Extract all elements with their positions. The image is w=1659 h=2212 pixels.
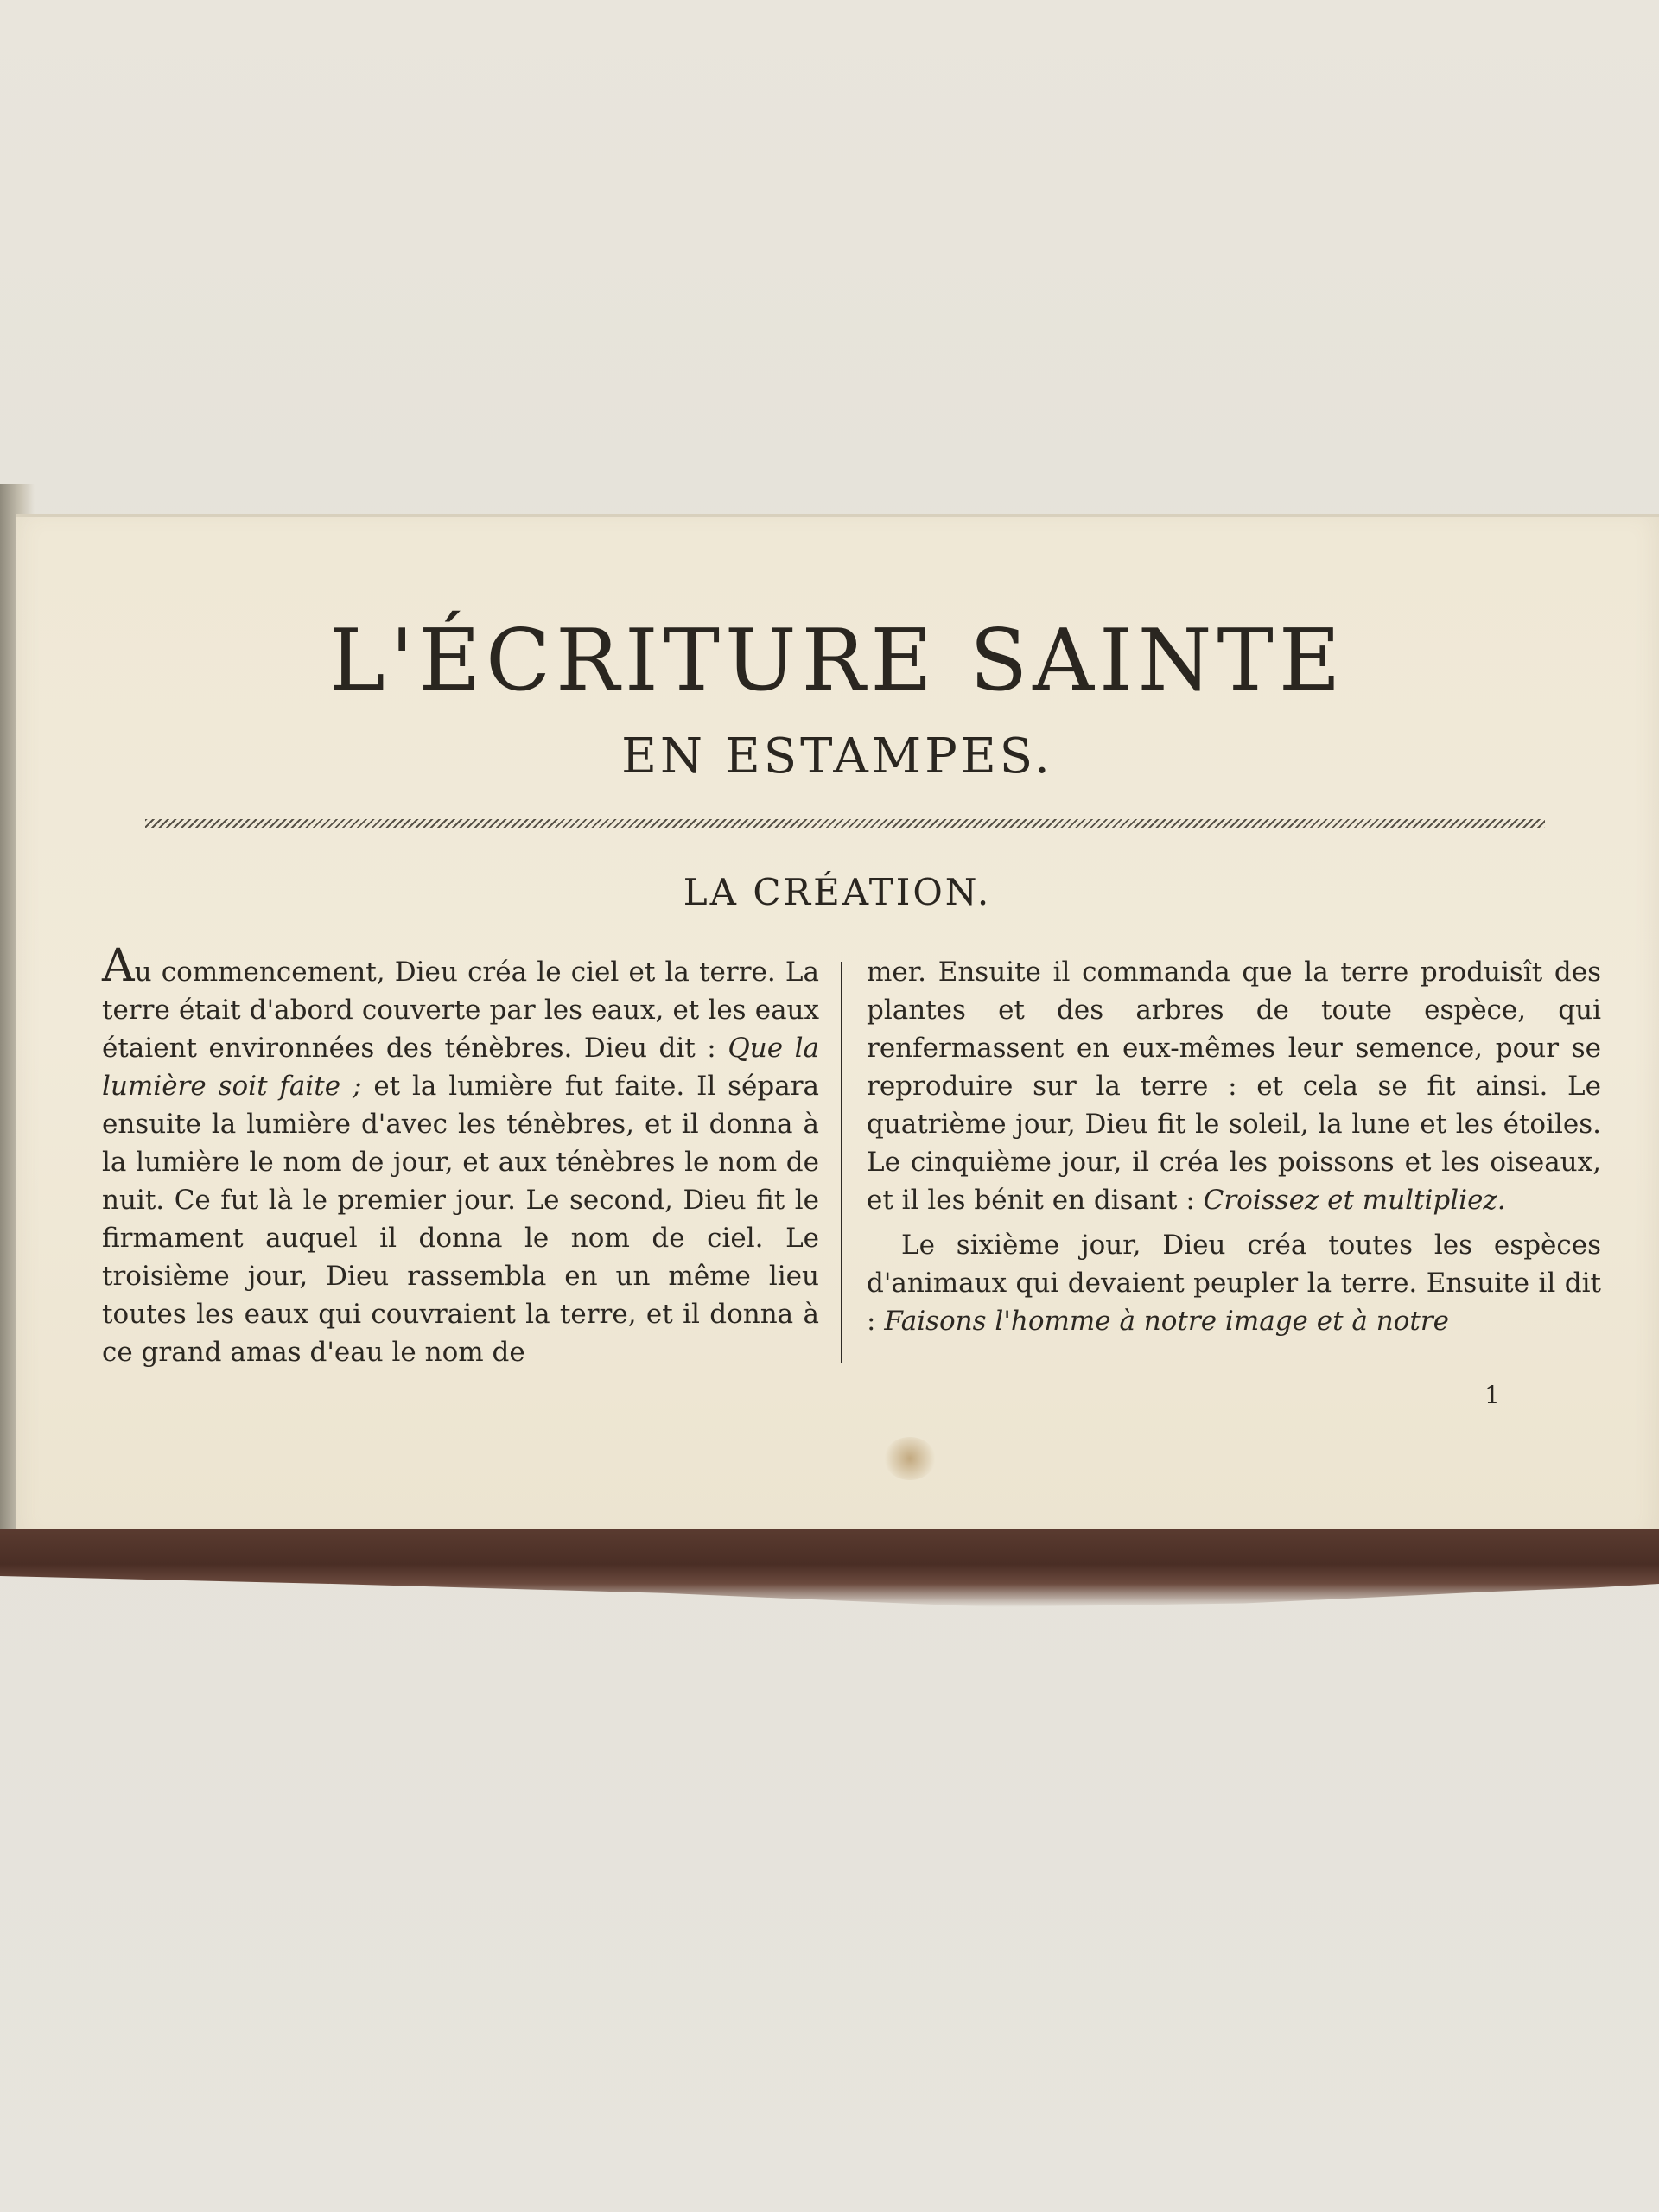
section-title: LA CRÉATION. (683, 871, 992, 913)
text-run: et la lumière fut faite. Il sépara ensuite la lumière d'avec les ténèbres, et il donna à la lumière le nom de jour, et aux ténèbres le nom de nuit. Ce fut là le premier jour. Le second, Dieu fit le firmament auquel il donna le nom de ciel. Le troisième jour, Dieu rassembla en un même lieu toutes les eaux qui couvraient la terre, et il donna à ce grand amas d'eau le nom de (102, 1071, 820, 1368)
page-number: 1 (1484, 1381, 1500, 1409)
book-page (16, 514, 1659, 1554)
paragraph (867, 1226, 1601, 1340)
text-run: Le sixième jour, Dieu créa toutes les espèces d'animaux qui devaient peupler la terre. Ensuite il dit : (867, 1230, 1601, 1337)
italic-quote: Faisons l'homme à notre image et à notre (884, 1306, 1449, 1337)
drop-cap: A (102, 940, 135, 992)
text-run: mer. Ensuite il commanda que la terre produisît des plantes et des arbres de toute espèce, qui renfermassent en eux-mêmes leur semence, pour se reproduire sur la terre : et cela se fit ainsi. Le quatrième jour, Dieu fit le soleil, la lune et les étoiles. Le cinquième jour, il créa les poissons et les oiseaux, et il les bénit en disant : (867, 957, 1601, 1216)
paragraph (867, 953, 1601, 1219)
book-cover-edge (0, 1529, 1659, 1607)
text-column-left (102, 940, 820, 1378)
italic-quote: Que la lumière soit faite ; (102, 1033, 819, 1102)
paragraph (102, 940, 820, 1371)
ornamental-rule (145, 819, 1545, 828)
text-run: u commencement, Dieu créa le ciel et la terre. La terre était d'abord couverte par les eaux, et les eaux étaient environnées des ténèbres. Dieu dit : (102, 957, 819, 1064)
column-divider (841, 962, 842, 1363)
foxing-stain (884, 1437, 936, 1480)
page-subtitle: EN ESTAMPES. (621, 728, 1053, 785)
page-title: L'ÉCRITURE SAINTE (328, 612, 1346, 710)
text-column-right (867, 953, 1601, 1347)
italic-quote: Croissez et multipliez. (1203, 1185, 1506, 1216)
